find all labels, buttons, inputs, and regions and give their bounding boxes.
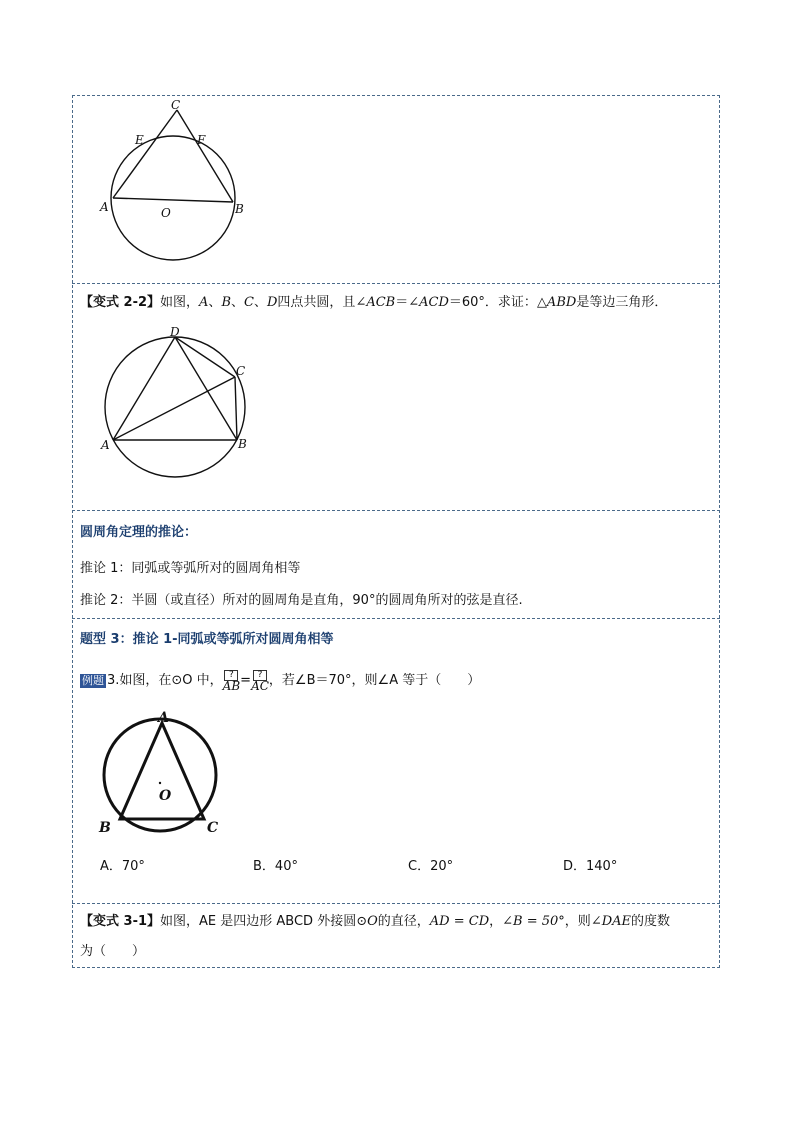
section-divider	[72, 903, 720, 904]
label-f: F	[197, 133, 206, 147]
label-d: D	[170, 325, 180, 339]
label-b: B	[99, 820, 111, 836]
label-c: C	[236, 364, 246, 378]
corollary-2: 推论 2：半圆（或直径）所对的圆周角是直角，90°的圆周角所对的弦是直径.	[80, 593, 523, 608]
variant-tag: 【变式 2-2】	[80, 295, 161, 310]
arc-ab: ? AB	[222, 670, 241, 693]
arc-ac: ? AC	[251, 670, 269, 693]
option-b[interactable]: B．40°	[253, 859, 298, 874]
variant-tag: 【变式 3-1】	[80, 914, 161, 929]
section-divider	[72, 510, 720, 511]
label-a: A	[158, 710, 169, 726]
figure-circle-isosceles-abc	[92, 705, 232, 840]
label-a: A	[101, 438, 110, 452]
section-divider	[72, 283, 720, 284]
variant-2-2-statement: 【变式 2-2】如图，A、B、C、D四点共圆，且∠ACB＝∠ACD＝60°．求证：△ABD是等边三角形．	[80, 295, 668, 310]
variant-3-1-answer-line: 为（ ）	[80, 944, 146, 959]
type-3-title: 题型 3：推论 1-同弧或等弧所对圆周角相等	[80, 632, 334, 647]
figure-circle-triangle-abc	[95, 95, 265, 275]
label-b: B	[238, 437, 247, 451]
option-a[interactable]: A．70°	[100, 859, 145, 874]
figure-cyclic-quad-abcd	[95, 322, 265, 502]
corollary-1: 推论 1：同弧或等弧所对的圆周角相等	[80, 561, 301, 576]
variant-3-1-statement: 【变式 3-1】如图，AE 是四边形 ABCD 外接圆⊙O的直径，AD = CD，∠B = 50°，则∠DAE的度数	[80, 914, 671, 929]
option-c[interactable]: C．20°	[408, 859, 454, 874]
corollary-title: 圆周角定理的推论：	[80, 525, 198, 540]
label-b: B	[235, 202, 244, 216]
label-e: E	[135, 133, 144, 147]
option-d[interactable]: D．140°	[563, 859, 618, 874]
label-c: C	[207, 820, 219, 836]
label-o: O	[159, 788, 172, 804]
label-o: O	[161, 206, 171, 220]
label-c: C	[171, 98, 181, 112]
label-a: A	[100, 200, 109, 214]
example-badge: 例题	[82, 674, 104, 687]
section-divider	[72, 618, 720, 619]
example-3-statement: 例题 3.如图，在⊙O 中， ? AB = ? AC ，若∠B＝70°，则∠A 等于（ ）	[82, 670, 481, 693]
